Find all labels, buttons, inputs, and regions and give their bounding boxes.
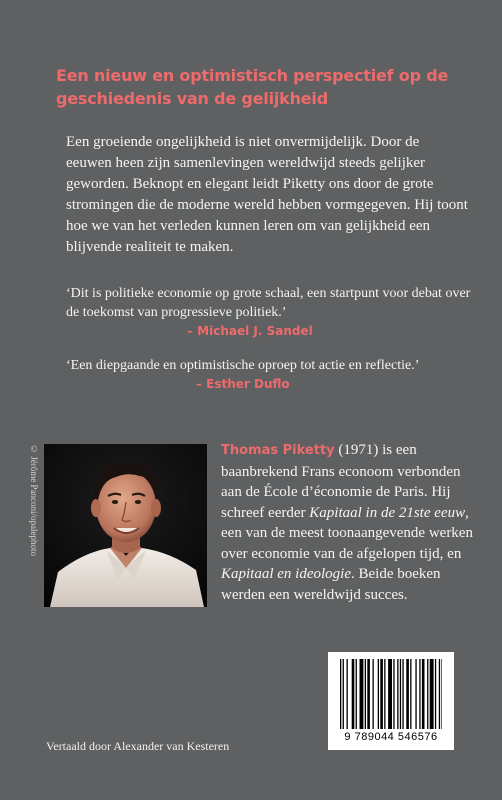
quote-duflo: [66, 356, 476, 393]
barcode-bar: [365, 659, 366, 729]
barcode-bar: [422, 659, 425, 729]
barcode-bar: [439, 659, 440, 729]
barcode-bar: [380, 659, 383, 729]
quote-attribution: – Esther Duflo: [196, 377, 290, 391]
author-portrait-image: [44, 444, 207, 607]
isbn-number: 9 789044 546576: [344, 731, 438, 743]
barcode-bar: [347, 659, 348, 729]
quote-text: ‘Een diepgaande en optimistische oproep tot actie en reflectie.’: [66, 358, 420, 373]
translator-credit: Vertaald door Alexander van Kesteren: [46, 739, 230, 753]
headline: Een nieuw en optimistisch perspectief op de geschiedenis van de gelijkheid: [56, 66, 449, 108]
barcode-bar: [419, 659, 420, 729]
barcode-bar: [360, 659, 364, 729]
author-photo: [44, 444, 207, 607]
book-title: Kapitaal en ideologie: [221, 566, 351, 582]
barcode-bar: [397, 659, 398, 729]
author-name: Thomas Piketty: [221, 443, 335, 458]
quote-attribution: – Michael J. Sandel: [187, 324, 313, 338]
barcode-bar: [427, 659, 428, 729]
bio-text: , een van de meest toonaangevende werken over economie van de afgelopen tijd, en: [221, 504, 473, 562]
barcode-bars: [340, 659, 442, 729]
photo-credit: © Jérôme Panconi/opalephoto: [29, 444, 39, 556]
barcode-bar: [384, 659, 385, 729]
barcode-bar: [340, 659, 341, 729]
barcode-bar: [410, 659, 411, 729]
barcode-bar: [441, 659, 442, 729]
quote-sandel: [66, 284, 476, 340]
isbn-barcode: [328, 652, 454, 750]
barcode-bar: [402, 659, 403, 729]
quote-text: ‘Dit is politieke economie op grote schaal, een startpunt voor debat over de toekomst van progressieve politiek.’: [66, 286, 471, 320]
barcode-bar: [393, 659, 394, 729]
intro-paragraph: Een groeiende ongelijkheid is niet onvermijdelijk. Door de eeuwen heen zijn samenlevingen wereldwijd steeds gelijker geworden. Beknopt en elegant leidt Piketty ons door de grote stromingen die de moderne wereld hebben vormgegeven. Hij toont hoe we van het verleden kunnen leren om van gelijkheid een blijvende realiteit te maken.: [66, 134, 468, 255]
barcode-bar: [435, 659, 436, 729]
barcode-bar: [415, 659, 416, 729]
barcode-bar: [406, 659, 409, 729]
bio-text: . Beide boeken werden een wereldwijd succes.: [221, 566, 441, 603]
barcode-bar: [430, 659, 434, 729]
bio-text: (1971) is een baanbrekend Frans econoom verbonden aan de École d’économie de Paris. Hij schreef eerder: [221, 442, 461, 521]
author-bio: [221, 440, 483, 605]
book-title: Kapitaal in de 21ste eeuw: [309, 504, 466, 521]
barcode-bar: [356, 659, 357, 729]
barcode-bar: [352, 659, 355, 729]
barcode-bar: [373, 659, 374, 729]
barcode-bar: [367, 659, 370, 729]
barcode-bar: [388, 659, 392, 729]
barcode-bar: [400, 659, 401, 729]
barcode-bar: [378, 659, 379, 729]
barcode-bar: [343, 659, 344, 729]
